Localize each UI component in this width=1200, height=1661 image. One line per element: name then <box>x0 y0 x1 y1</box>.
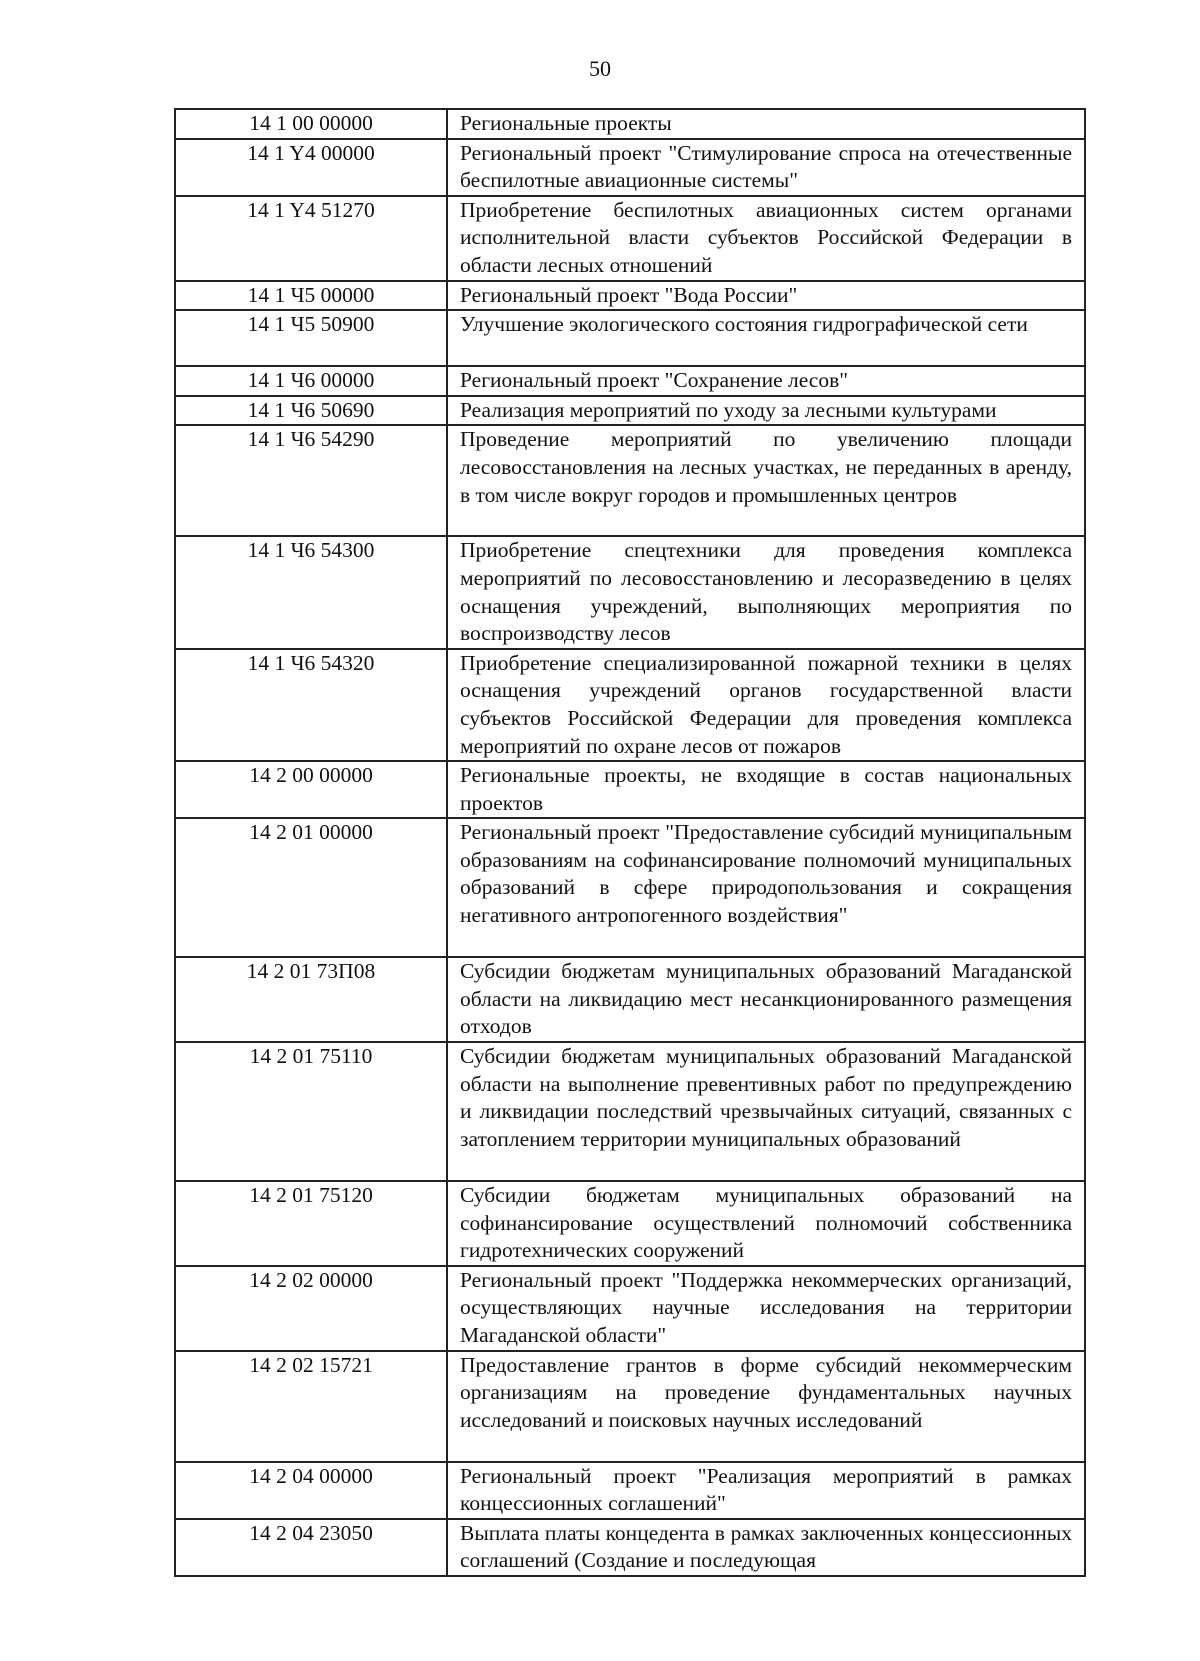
table-row <box>175 1181 1085 1266</box>
code-description: Приобретение беспилотных авиационных систем органами исполнительной власти субъектов Российской Федерации в области лесных отношений <box>447 196 1085 281</box>
code-description: Предоставление грантов в форме субсидий некоммерческим организациям на проведение фундаментальных научных исследований и поисковых научных исследований <box>447 1351 1085 1462</box>
budget-code: 14 1 Y4 00000 <box>175 139 447 196</box>
table-row <box>175 281 1085 311</box>
code-description: Улучшение экологического состояния гидрографической сети <box>447 310 1085 366</box>
code-description: Приобретение спецтехники для проведения комплекса мероприятий по лесовосстановлению и лесоразведению в целях оснащения учреждений, выполняющих мероприятия по воспроизводству лесов <box>447 536 1085 648</box>
budget-code: 14 1 Y4 51270 <box>175 196 447 281</box>
budget-code: 14 1 Ч6 00000 <box>175 366 447 396</box>
table-row <box>175 536 1085 648</box>
table-row <box>175 818 1085 957</box>
code-description: Приобретение специализированной пожарной техники в целях оснащения учреждений органов государственной власти субъектов Российской Федерации для проведения комплекса мероприятий по охране лесов от пожаров <box>447 649 1085 761</box>
budget-code: 14 1 00 00000 <box>175 109 447 139</box>
budget-code: 14 2 01 75120 <box>175 1181 447 1266</box>
budget-code: 14 1 Ч6 54320 <box>175 649 447 761</box>
code-description: Субсидии бюджетам муниципальных образований на софинансирование осуществлений полномочий собственника гидротехнических сооружений <box>447 1181 1085 1266</box>
budget-code-table <box>174 108 1086 1577</box>
code-description: Субсидии бюджетам муниципальных образований Магаданской области на выполнение превентивных работ по предупреждению и ликвидации последствий чрезвычайных ситуаций, связанных с затоплением территории муниципальных образований <box>447 1042 1085 1181</box>
table-row <box>175 366 1085 396</box>
budget-code: 14 2 00 00000 <box>175 761 447 818</box>
code-description: Субсидии бюджетам муниципальных образований Магаданской области на ликвидацию мест несанкционированного размещения отходов <box>447 957 1085 1042</box>
table-row <box>175 1042 1085 1181</box>
code-description: Региональный проект "Предоставление субсидий муниципальным образованиям на софинансирование полномочий муниципальных образований в сфере природопользования и сокращения негативного антропогенного воздействия" <box>447 818 1085 957</box>
code-description: Региональный проект "Стимулирование спроса на отечественные беспилотные авиационные системы" <box>447 139 1085 196</box>
budget-code: 14 1 Ч6 50690 <box>175 396 447 426</box>
budget-code: 14 1 Ч6 54290 <box>175 425 447 536</box>
table-row <box>175 1462 1085 1519</box>
table-row <box>175 396 1085 426</box>
budget-code: 14 2 01 73П08 <box>175 957 447 1042</box>
code-description: Региональный проект "Поддержка некоммерческих организаций, осуществляющих научные исследования на территории Магаданской области" <box>447 1266 1085 1351</box>
code-description: Региональные проекты, не входящие в состав национальных проектов <box>447 761 1085 818</box>
table-row <box>175 1266 1085 1351</box>
table-row <box>175 310 1085 366</box>
budget-code: 14 1 Ч5 50900 <box>175 310 447 366</box>
code-description: Выплата платы концедента в рамках заключенных концессионных соглашений (Создание и последующая <box>447 1519 1085 1576</box>
code-description: Региональные проекты <box>447 109 1085 139</box>
code-description: Региональный проект "Реализация мероприятий в рамках концессионных соглашений" <box>447 1462 1085 1519</box>
code-description: Проведение мероприятий по увеличению площади лесовосстановления на лесных участках, не переданных в аренду, в том числе вокруг городов и промышленных центров <box>447 425 1085 536</box>
budget-code: 14 2 02 00000 <box>175 1266 447 1351</box>
table-row <box>175 761 1085 818</box>
table-row <box>175 109 1085 139</box>
table-row <box>175 649 1085 761</box>
code-description: Региональный проект "Сохранение лесов" <box>447 366 1085 396</box>
table-row <box>175 139 1085 196</box>
budget-code: 14 2 02 15721 <box>175 1351 447 1462</box>
table-row <box>175 425 1085 536</box>
code-description: Региональный проект "Вода России" <box>447 281 1085 311</box>
table-row <box>175 1351 1085 1462</box>
budget-code: 14 1 Ч5 00000 <box>175 281 447 311</box>
code-description: Реализация мероприятий по уходу за лесными культурами <box>447 396 1085 426</box>
budget-code: 14 2 01 75110 <box>175 1042 447 1181</box>
budget-code: 14 2 04 00000 <box>175 1462 447 1519</box>
table-row <box>175 1519 1085 1576</box>
budget-code: 14 2 04 23050 <box>175 1519 447 1576</box>
table-row <box>175 196 1085 281</box>
budget-code: 14 1 Ч6 54300 <box>175 536 447 648</box>
table-row <box>175 957 1085 1042</box>
budget-code: 14 2 01 00000 <box>175 818 447 957</box>
page-number: 50 <box>589 56 611 81</box>
